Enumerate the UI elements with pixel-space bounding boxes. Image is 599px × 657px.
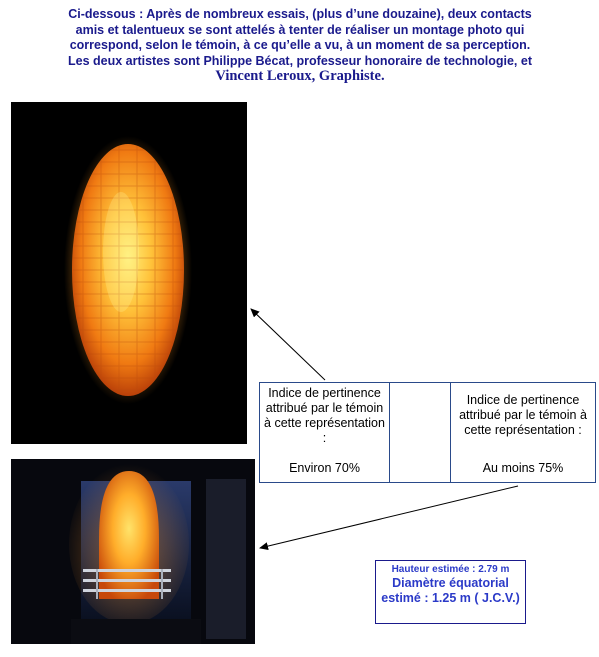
pertinence-cell-1	[260, 383, 390, 482]
intro-period: .	[380, 68, 385, 84]
pertinence-cell-empty	[390, 383, 451, 482]
intro-line: Ci-dessous : Après de nombreux essais, (plus d’une douzaine), deux contacts	[68, 7, 532, 21]
height-estimate: Hauteur estimée : 2.79 m	[391, 564, 510, 575]
dimensions-box	[375, 560, 526, 624]
pertinence-label-1: Indice de pertinence attribué par le témoin à cette représentation :	[264, 386, 385, 445]
pertinence-value-1: Environ 70%	[289, 461, 360, 475]
diameter-estimate: Diamètre équatorial estimé : 1.25 m ( J.C.V.)	[381, 576, 520, 605]
pertinence-table	[259, 382, 596, 483]
arrow-to-image-2	[260, 486, 518, 548]
intro-line: correspond, selon le témoin, à ce qu’elle a vu, à un moment de sa perception.	[69, 38, 531, 52]
pertinence-value-2: Au moins 75%	[482, 461, 564, 475]
intro-line: amis et talentueux se sont attelés à tenter de réaliser un montage photo qui	[75, 22, 525, 37]
pertinence-label-2: Indice de pertinence attribué par le témoin à cette représentation :	[459, 393, 587, 437]
arrow-to-image-1	[251, 309, 325, 380]
intro-line: Les deux artistes sont Philippe Bécat, professeur honoraire de technologie, et	[67, 53, 532, 68]
pertinence-cell-2	[451, 383, 595, 482]
artist-name: Vincent Leroux, Graphiste	[215, 68, 381, 84]
